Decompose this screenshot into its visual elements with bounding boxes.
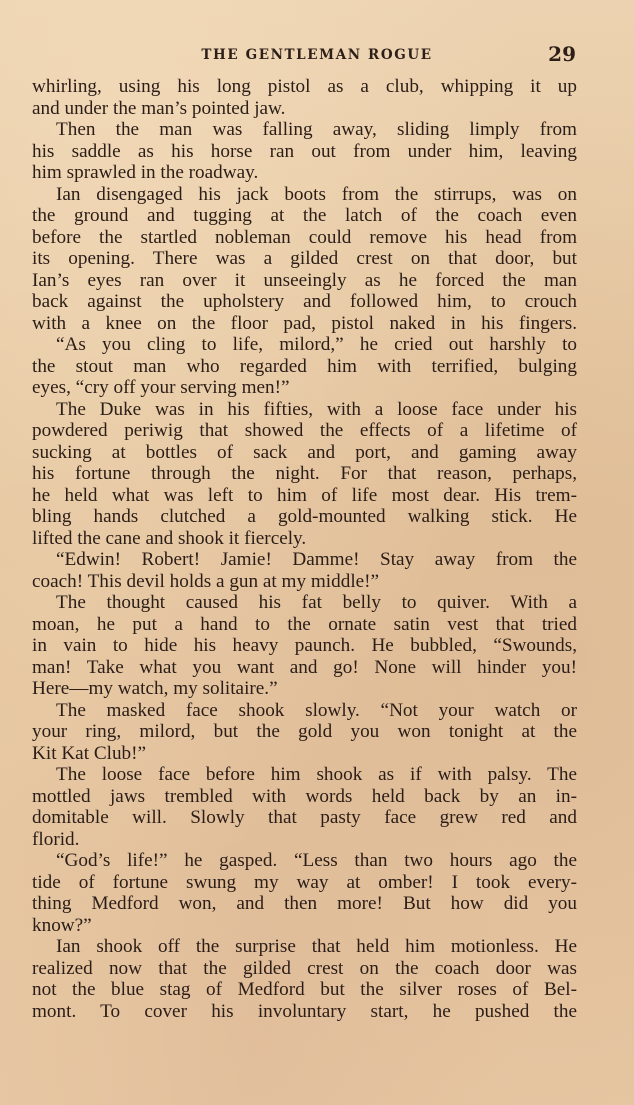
text-line: with a knee on the floor pad, pistol naked in his fingers.	[32, 312, 577, 334]
running-head	[0, 44, 634, 68]
text-line: man! Take what you want and go! None will hinder you!	[32, 656, 577, 678]
text-line: in vain to hide his heavy paunch. He bubbled, “Swounds,	[32, 635, 577, 656]
text-line: “God’s life!” he gasped. “Less than two hours ago the	[56, 850, 577, 871]
text-line: mottled jaws trembled with words held back by an in-	[32, 785, 577, 807]
text-line: Kit Kat Club!”	[32, 742, 147, 764]
text-line: his fortune through the night. For that reason, perhaps,	[32, 463, 577, 484]
text-line: florid.	[32, 828, 80, 850]
text-line: The loose face before him shook as if with palsy. The	[56, 764, 577, 785]
text-line: Then the man was falling away, sliding limply from	[56, 119, 577, 140]
text-line: Ian disengaged his jack boots from the stirrups, was on	[56, 183, 577, 205]
text-line: before the startled nobleman could remove his head from	[32, 226, 577, 248]
text-line: The masked face shook slowly. “Not your watch or	[56, 699, 577, 721]
text-line: your ring, milord, but the gold you won tonight at the	[32, 721, 577, 742]
text-line: The thought caused his fat belly to quiver. With a	[56, 592, 577, 613]
text-line: eyes, “cry off your serving men!”	[32, 377, 290, 398]
text-line: mont. To cover his involuntary start, he pushed the	[32, 1000, 577, 1022]
text-line: lifted the cane and shook it fiercely.	[32, 527, 307, 549]
text-line: back against the upholstery and followed him, to crouch	[32, 291, 577, 312]
body-text	[32, 76, 577, 1022]
text-line: the ground and tugging at the latch of the coach even	[32, 205, 577, 226]
text-line: powdered periwig that showed the effects of a lifetime of	[32, 420, 577, 441]
text-line: not the blue stag of Medford but the silver roses of Bel-	[32, 979, 577, 1000]
text-line: whirling, using his long pistol as a club, whipping it up	[32, 76, 577, 97]
text-line: The Duke was in his fifties, with a loose face under his	[56, 398, 577, 420]
text-line: he held what was left to him of life most dear. His trem-	[32, 484, 577, 506]
text-line: thing Medford won, and then more! But how did you	[32, 893, 577, 914]
text-line: Here—my watch, my solitaire.”	[32, 678, 278, 699]
text-line: realized now that the gilded crest on the coach door was	[32, 957, 577, 979]
running-title: THE GENTLEMAN ROGUE	[201, 47, 433, 63]
text-line: know?”	[32, 914, 92, 936]
text-line: moan, he put a hand to the ornate satin vest that tried	[32, 613, 577, 635]
text-line: the stout man who regarded him with terrified, bulging	[32, 355, 577, 377]
text-line: his saddle as his horse ran out from under him, leaving	[32, 140, 577, 162]
text-line: coach! This devil holds a gun at my middle!”	[32, 570, 380, 592]
text-line: “Edwin! Robert! Jamie! Damme! Stay away from the	[56, 549, 577, 570]
text-line: and under the man’s pointed jaw.	[32, 97, 286, 119]
text-line: bling hands clutched a gold-mounted walking stick. He	[32, 506, 577, 527]
text-line: Ian’s eyes ran over it unseeingly as he forced the man	[32, 269, 577, 291]
text-line: Ian shook off the surprise that held him motionless. He	[56, 936, 577, 957]
text-line: domitable will. Slowly that pasty face grew red and	[32, 807, 577, 828]
text-line: its opening. There was a gilded crest on that door, but	[32, 248, 577, 269]
text-line: tide of fortune swung my way at omber! I took every-	[32, 871, 577, 893]
text-line: him sprawled in the roadway.	[32, 162, 259, 183]
text-line: “As you cling to life, milord,” he cried out harshly to	[56, 334, 577, 355]
text-line: sucking at bottles of sack and port, and gaming away	[32, 441, 577, 463]
page-number: 29	[548, 42, 576, 66]
